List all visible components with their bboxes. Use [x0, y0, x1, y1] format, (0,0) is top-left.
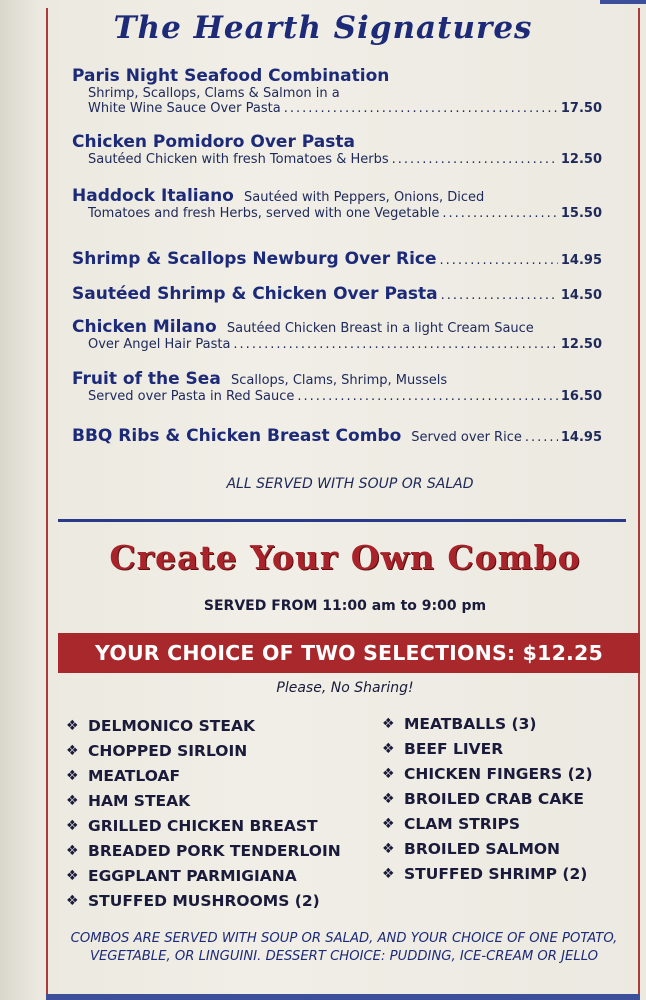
item-price: 12.50 [560, 152, 602, 167]
diamond-bullet-icon: ❖ [382, 815, 395, 832]
item-desc: Tomatoes and fresh Herbs, served with one Vegetable [88, 206, 440, 221]
leader-dots [284, 101, 558, 116]
banner-text: YOUR CHOICE OF TWO SELECTIONS: $12.25 [95, 641, 603, 665]
combo-choice-label: CLAM STRIPS [404, 814, 521, 833]
combo-choice-item [382, 836, 593, 861]
item-name: Shrimp & Scallops Newburg Over Rice [72, 249, 437, 269]
diamond-bullet-icon: ❖ [66, 817, 79, 834]
leader-dots [525, 430, 558, 445]
diamond-bullet-icon: ❖ [66, 792, 79, 809]
menu-item-paris-night [72, 66, 602, 116]
combo-choice-label: BEEF LIVER [404, 739, 504, 758]
combo-choice-label: BROILED SALMON [404, 839, 561, 858]
combo-choices-left [66, 713, 341, 913]
combo-choice-item [66, 763, 341, 788]
combo-choice-item [66, 863, 341, 888]
combo-choice-item [382, 811, 593, 836]
item-price: 14.50 [560, 288, 602, 303]
diamond-bullet-icon: ❖ [66, 717, 79, 734]
combo-choice-item [66, 788, 341, 813]
combo-choice-label: CHOPPED SIRLOIN [88, 741, 248, 760]
combo-choice-item [382, 786, 593, 811]
item-price: 12.50 [560, 337, 602, 352]
diamond-bullet-icon: ❖ [382, 840, 395, 857]
item-price: 15.50 [560, 206, 602, 221]
combo-choice-item [382, 861, 593, 886]
combo-choice-item [66, 713, 341, 738]
diamond-bullet-icon: ❖ [66, 742, 79, 759]
item-inline-desc: Sautéed with Peppers, Onions, Diced [244, 190, 485, 205]
menu-item-fruit-of-the-sea [72, 369, 602, 404]
diamond-bullet-icon: ❖ [382, 715, 395, 732]
item-price: 16.50 [560, 389, 602, 404]
diamond-bullet-icon: ❖ [382, 740, 395, 757]
combo-price-banner [58, 633, 640, 673]
footnote-line: COMBOS ARE SERVED WITH SOUP OR SALAD, AND YOUR CHOICE OF ONE POTATO, [70, 931, 618, 946]
no-sharing-note: Please, No Sharing! [276, 680, 414, 696]
combo-choice-label: MEATBALLS (3) [404, 714, 537, 733]
item-price: 17.50 [560, 101, 602, 116]
combo-choices-right [382, 711, 593, 886]
combo-choice-label: BROILED CRAB CAKE [404, 789, 584, 808]
top-border-accent [600, 0, 646, 4]
combo-choice-label: STUFFED SHRIMP (2) [404, 864, 588, 883]
combo-choice-item [382, 761, 593, 786]
diamond-bullet-icon: ❖ [66, 842, 79, 859]
menu-item-bbq-ribs [72, 426, 602, 446]
item-inline-desc: Sautéed Chicken Breast in a light Cream Sauce [226, 321, 534, 336]
diamond-bullet-icon: ❖ [66, 767, 79, 784]
combo-choice-label: MEATLOAF [88, 766, 181, 785]
diamond-bullet-icon: ❖ [66, 892, 79, 909]
diamond-bullet-icon: ❖ [382, 765, 395, 782]
combo-choice-item [66, 813, 341, 838]
diamond-bullet-icon: ❖ [382, 790, 395, 807]
item-inline-desc: Served over Rice [411, 430, 522, 445]
menu-item-chicken-milano [72, 317, 602, 352]
item-desc: Shrimp, Scallops, Clams & Salmon in a [88, 86, 340, 101]
combo-choice-item [66, 838, 341, 863]
leader-dots [440, 253, 558, 268]
combo-choice-label: EGGPLANT PARMIGIANA [88, 866, 297, 885]
menu-item-shrimp-chicken-pasta [72, 284, 602, 304]
leader-dots [392, 152, 558, 167]
leader-dots [233, 337, 557, 352]
item-name: Sautéed Shrimp & Chicken Over Pasta [72, 284, 438, 304]
signatures-title: The Hearth Signatures [113, 10, 533, 46]
menu-item-haddock-italiano [72, 186, 602, 221]
item-name: Paris Night Seafood Combination [72, 66, 390, 86]
item-price: 14.95 [560, 430, 602, 445]
item-name: Chicken Pomidoro Over Pasta [72, 132, 355, 152]
item-desc: Over Angel Hair Pasta [88, 337, 231, 352]
item-inline-desc: Scallops, Clams, Shrimp, Mussels [230, 373, 448, 388]
item-desc: Sautéed Chicken with fresh Tomatoes & Herbs [88, 152, 389, 167]
item-price: 14.95 [560, 253, 602, 268]
leader-dots [441, 288, 558, 303]
combo-choice-label: HAM STEAK [88, 791, 191, 810]
leader-dots [442, 206, 558, 221]
combo-choice-item [382, 736, 593, 761]
item-name: BBQ Ribs & Chicken Breast Combo [72, 426, 402, 446]
diamond-bullet-icon: ❖ [66, 867, 79, 884]
menu-item-newburg [72, 249, 602, 269]
item-name: Fruit of the Sea [72, 369, 221, 389]
footnote-line: VEGETABLE, OR LINGUINI. DESSERT CHOICE: PUDDING, ICE-CREAM OR JELLO [89, 949, 599, 964]
combo-choice-label: CHICKEN FINGERS (2) [404, 764, 593, 783]
item-name: Haddock Italiano [72, 186, 234, 206]
combo-choice-item [382, 711, 593, 736]
combo-title: Create Your Own Combo [109, 538, 581, 577]
bottom-border-accent [46, 994, 640, 1000]
combo-choice-label: STUFFED MUSHROOMS (2) [88, 891, 320, 910]
combo-hours: SERVED FROM 11:00 am to 9:00 pm [203, 598, 487, 614]
item-desc: White Wine Sauce Over Pasta [88, 101, 281, 116]
section-divider [58, 519, 626, 522]
item-desc: Served over Pasta in Red Sauce [88, 389, 295, 404]
combo-choice-label: DELMONICO STEAK [88, 716, 255, 735]
diamond-bullet-icon: ❖ [382, 865, 395, 882]
combo-choice-label: BREADED PORK TENDERLOIN [88, 841, 341, 860]
combo-footnote [44, 930, 644, 966]
menu-item-chicken-pomidoro [72, 132, 602, 167]
combo-choice-label: GRILLED CHICKEN BREAST [88, 816, 318, 835]
combo-choice-item [66, 888, 341, 913]
combo-choice-item [66, 738, 341, 763]
signatures-footer: ALL SERVED WITH SOUP OR SALAD [226, 476, 474, 492]
item-name: Chicken Milano [72, 317, 217, 337]
leader-dots [297, 389, 557, 404]
